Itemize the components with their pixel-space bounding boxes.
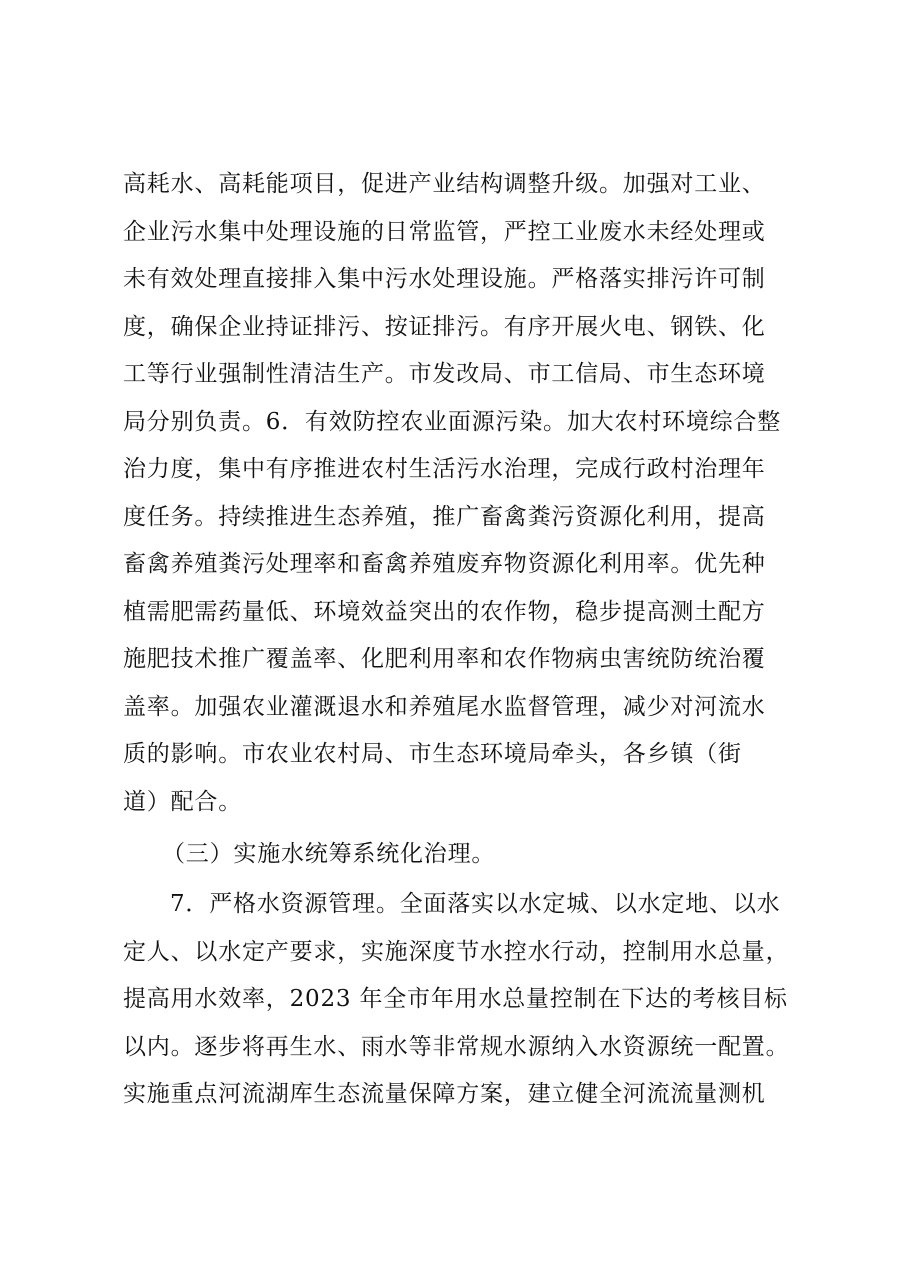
paragraph-2-line-5: 实施重点河流湖库生态流量保障方案，建立健全河流流量测机: [123, 1081, 766, 1107]
paragraph-1-line-2: 企业污水集中处理设施的日常监管，严控工业废水未经处理或: [123, 219, 766, 245]
paragraph-1-line-3: 未有效处理直接排入集中污水处理设施。严格落实排污许可制: [123, 266, 766, 292]
paragraph-2-line-3: 提高用水效率，2023 年全市年用水总量控制在下达的考核目标: [123, 986, 788, 1012]
paragraph-1-line-11: 施肥技术推广覆盖率、化肥利用率和农作物病虫害统防统治覆: [123, 646, 766, 672]
paragraph-2-line-1: 7．严格水资源管理。全面落实以水定城、以水定地、以水: [170, 891, 781, 917]
paragraph-1-line-7: 治力度，集中有序推进农村生活污水治理，完成行政村治理年: [123, 456, 766, 482]
paragraph-1-line-13: 质的影响。市农业农村局、市生态环境局牵头，各乡镇（街: [123, 741, 742, 767]
section-heading: （三）实施水统筹系统化治理。: [162, 841, 496, 867]
paragraph-1-line-6: 局分别负责。6．有效防控农业面源污染。加大农村环境综合整: [123, 409, 782, 435]
paragraph-1-line-1: 高耗水、高耗能项目，促进产业结构调整升级。加强对工业、: [123, 171, 766, 197]
paragraph-2-line-2: 定人、以水定产要求，实施深度节水控水行动，控制用水总量，: [123, 939, 790, 965]
paragraph-1-line-9: 畜禽养殖粪污处理率和畜禽养殖废弃物资源化利用率。优先种: [123, 551, 766, 577]
paragraph-1-line-4: 度，确保企业持证排污、按证排污。有序开展火电、钢铁、化: [123, 314, 766, 340]
paragraph-1-line-12: 盖率。加强农业灌溉退水和养殖尾水监督管理，减少对河流水: [123, 694, 766, 720]
paragraph-1-line-14: 道）配合。: [123, 789, 242, 815]
paragraph-1-line-10: 植需肥需药量低、环境效益突出的农作物，稳步提高测土配方: [123, 599, 766, 625]
paragraph-2-line-4: 以内。逐步将再生水、雨水等非常规水源纳入水资源统一配置。: [123, 1034, 790, 1060]
paragraph-1-line-8: 度任务。持续推进生态养殖，推广畜禽粪污资源化利用，提高: [123, 504, 766, 530]
paragraph-1-line-5: 工等行业强制性清洁生产。市发改局、市工信局、市生态环境: [123, 361, 766, 387]
